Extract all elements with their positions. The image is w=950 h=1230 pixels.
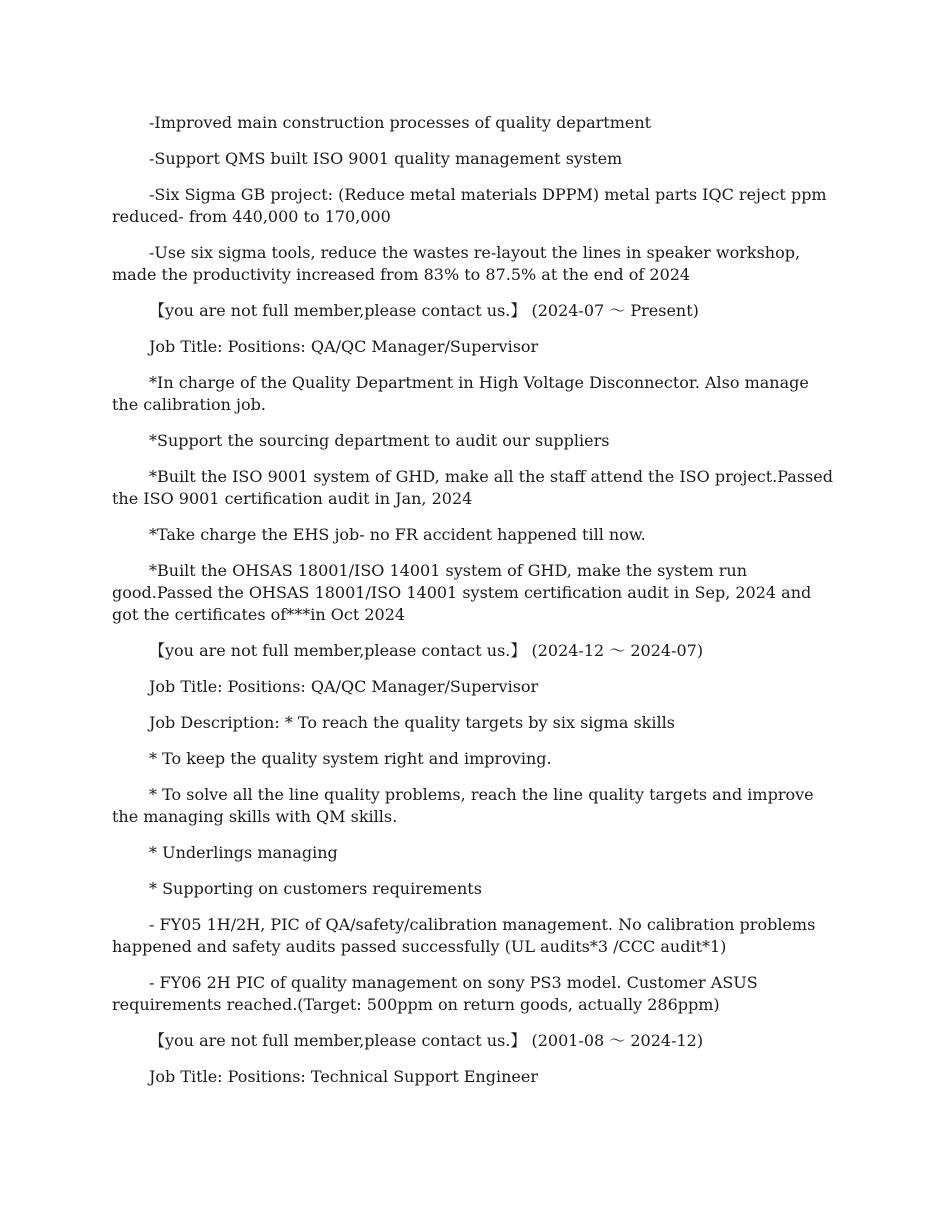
- paragraph-quality-department: *In charge of the Quality Department in High Voltage Disconnector. Also manage the calibration job.: [112, 373, 809, 414]
- paragraph-customer-requirements: * Supporting on customers requirements: [149, 879, 482, 898]
- paragraph-quality-system: * To keep the quality system right and improving.: [149, 749, 552, 768]
- paragraph-underlings: * Underlings managing: [149, 843, 338, 862]
- job-entry-header-3: 【you are not full member,please contact us.】 (2001-08 ～ 2024-12): [149, 1031, 704, 1050]
- job-description: Job Description: * To reach the quality targets by six sigma skills: [149, 713, 675, 732]
- job-entry-header-1: 【you are not full member,please contact us.】 (2024-07 ～ Present): [149, 301, 699, 320]
- paragraph-iso-9001: *Built the ISO 9001 system of GHD, make all the staff attend the ISO project.Passed the ISO 9001 certification audit in Jan, 2024: [112, 467, 833, 508]
- paragraph-six-sigma-project: -Six Sigma GB project: (Reduce metal materials DPPM) metal parts IQC reject ppm reduced- from 440,000 to 170,000: [112, 185, 827, 226]
- job-title-3: Job Title: Positions: Technical Support Engineer: [149, 1067, 538, 1086]
- document-page: [112, 112, 840, 1102]
- paragraph-ehs-job: *Take charge the EHS job- no FR accident happened till now.: [149, 525, 646, 544]
- paragraph-line-quality: * To solve all the line quality problems, reach the line quality targets and improve the managing skills with QM skills.: [112, 785, 814, 826]
- paragraph-six-sigma-tools: -Use six sigma tools, reduce the wastes re-layout the lines in speaker workshop, made the productivity increased from 83% to 87.5% at the end of 2024: [112, 243, 801, 284]
- paragraph-fy05: - FY05 1H/2H, PIC of QA/safety/calibration management. No calibration problems happened and safety audits passed successfully (UL audits*3 /CCC audit*1): [112, 915, 816, 956]
- paragraph-fy06: - FY06 2H PIC of quality management on sony PS3 model. Customer ASUS requirements reached.(Target: 500ppm on return goods, actually 286ppm): [112, 973, 758, 1014]
- job-title-2: Job Title: Positions: QA/QC Manager/Supervisor: [149, 677, 539, 696]
- job-entry-header-2: 【you are not full member,please contact us.】 (2024-12 ～ 2024-07): [149, 641, 704, 660]
- job-title-1: Job Title: Positions: QA/QC Manager/Supervisor: [149, 337, 539, 356]
- paragraph-sourcing-audit: *Support the sourcing department to audit our suppliers: [149, 431, 610, 450]
- paragraph-ohsas: *Built the OHSAS 18001/ISO 14001 system of GHD, make the system run good.Passed the OHSAS 18001/ISO 14001 system certification audit in Sep, 2024 and got the certificates of***in Oct 2024: [112, 561, 812, 624]
- paragraph-improved-processes: -Improved main construction processes of quality department: [149, 113, 652, 132]
- paragraph-support-qms: -Support QMS built ISO 9001 quality management system: [149, 149, 623, 168]
